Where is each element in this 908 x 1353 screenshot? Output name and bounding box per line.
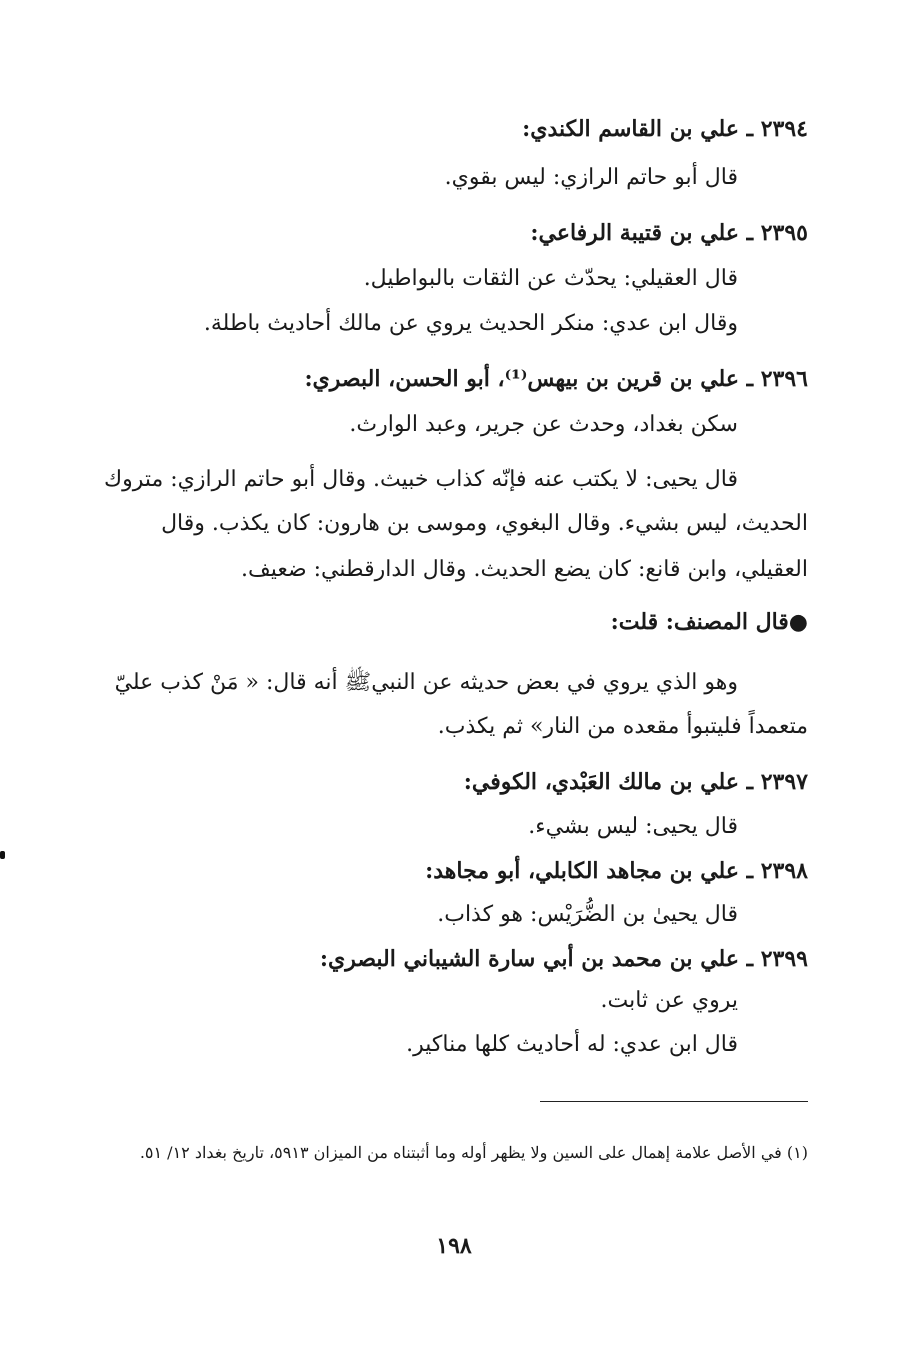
footnote: (١) في الأصل علامة إهمال على السين ولا يظهر أوله وما أثبتناه من الميزان ٥٩١٣، تاريخ بغداد ١٢/ ٥١.: [139, 1143, 808, 1162]
entry-heading: ٢٣٩٩ ـ علي بن محمد بن أبي سارة الشيباني البصري:: [319, 946, 808, 972]
entry-heading: ٢٣٩٨ ـ علي بن مجاهد الكابلي، أبو مجاهد:: [425, 858, 808, 884]
footnote-divider: [540, 1101, 808, 1102]
entry-text-line: قال يحيىٰ بن الضُّرَيْس: هو كذاب.: [437, 902, 738, 927]
entry-text-line: قال يحيى: لا يكتب عنه فإنّه كذاب خبيث. وقال أبو حاتم الرازي: متروك: [103, 467, 738, 492]
entry-heading: ٢٣٩٥ ـ علي بن قتيبة الرفاعي:: [530, 220, 808, 246]
entry-text-line: العقيلي، وابن قانع: كان يضع الحديث. وقال الدارقطني: ضعيف.: [240, 557, 808, 582]
entry-text-line: قال ابن عدي: له أحاديث كلها مناكير.: [406, 1032, 738, 1057]
entry-text-line: متعمداً فليتبوأ مقعده من النار» ثم يكذب.: [437, 714, 808, 739]
entry-text-line: وقال ابن عدي: منكر الحديث يروي عن مالك أحاديث باطلة.: [203, 311, 738, 336]
entry-heading: ٢٣٩٤ ـ علي بن القاسم الكندي:: [522, 116, 808, 142]
entry-heading: ٢٣٩٦ ـ علي بن قرين بن بيهس⁽¹⁾، أبو الحسن، البصري:: [304, 366, 808, 392]
entry-text-line: وهو الذي يروي في بعض حديثه عن النبيﷺ أنه قال: « مَنْ كذب عليّ: [114, 670, 738, 695]
entry-heading: ٢٣٩٧ ـ علي بن مالك العَبْدي، الكوفي:: [463, 769, 808, 795]
entry-text-line: قال العقيلي: يحدّث عن الثقات بالبواطيل.: [363, 266, 738, 291]
entry-text-line: سكن بغداد، وحدث عن جرير، وعبد الوارث.: [349, 412, 738, 437]
entry-text-line: قال أبو حاتم الرازي: ليس بقوي.: [444, 165, 738, 190]
entry-text-line: يروي عن ثابت.: [600, 988, 738, 1013]
entry-text-line: قال يحيى: ليس بشيء.: [528, 814, 738, 839]
author-note-heading: ●قال المصنف: قلت:: [610, 609, 808, 635]
margin-mark: [0, 851, 5, 859]
page-number: ١٩٨: [436, 1233, 472, 1259]
entry-text-line: الحديث، ليس بشيء. وقال البغوي، وموسى بن هارون: كان يكذب. وقال: [161, 511, 808, 536]
